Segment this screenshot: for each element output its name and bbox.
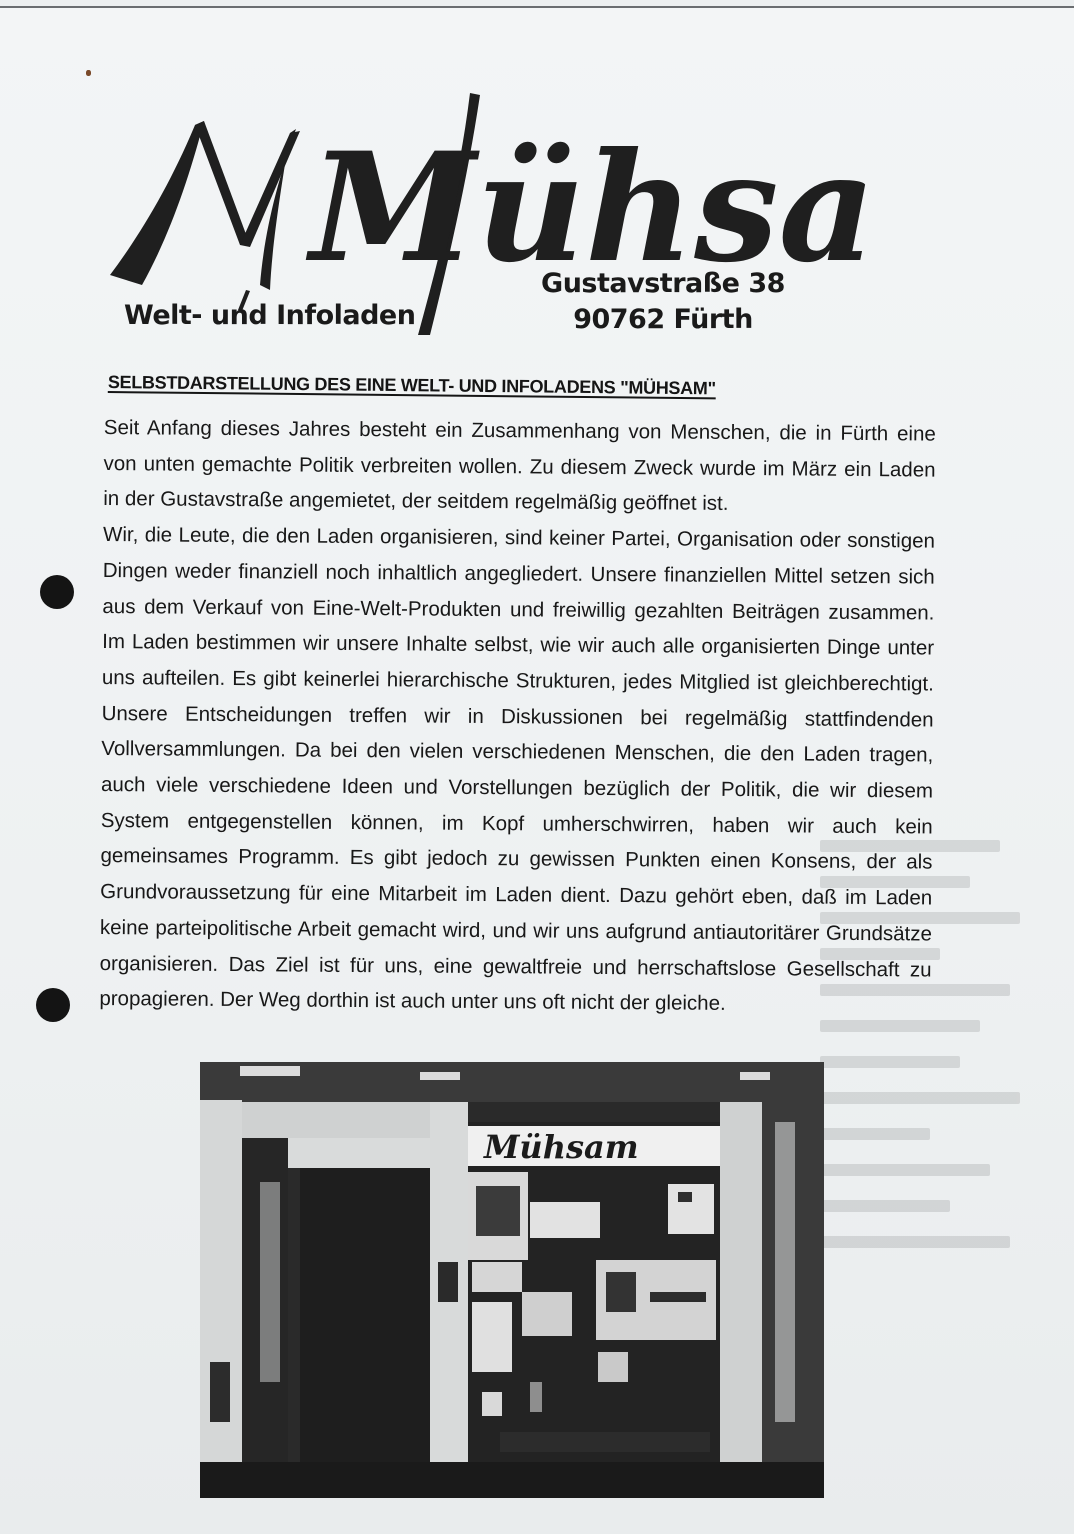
punch-hole-top [40,575,74,609]
paper-speck [86,70,91,76]
logo-subtitle: Welt- und Infoladen [124,300,416,331]
article-paragraph-1: Seit Anfang dieses Jahres besteht ein Zusammenhang von Menschen, die in Fürth eine von unten gemachte Politik verbreiten wollen. Zu diesem Zweck wurde im März ein Laden in der Gustavstraße angemietet, der seitdem regelmäßig geöffnet ist. [103,415,936,516]
article-heading: SELBSTDARSTELLUNG DES EINE WELT- UND INFOLADENS "MÜHSAM" [107,372,716,399]
address-street: Gustavstraße 38 [541,268,785,299]
shop-sign: Mühsam [484,1128,639,1166]
shop-address [538,266,788,338]
address-city: 90762 Fürth [573,304,753,335]
punch-hole-bottom [36,988,70,1022]
logo-title: Mühsa [310,120,870,296]
article-body [99,410,936,1023]
shopfront-photo [200,1062,824,1498]
article-paragraph-2: Wir, die Leute, die den Laden organisieren, sind keiner Partei, Organisation oder sonstigen Dingen weder finanziell noch inhaltlich angegliedert. Unsere finanziellen Mittel setzen sich aus dem Verkauf von Eine-Welt-Produkten und freiwillig gezahlten Beiträgen zusammen. Im Laden bestimmen wir unsere Inhalte selbst, wie wir auch alle organisierten Dinge unter uns aufteilen. Es gibt keinerlei hierarchische Strukturen, jedes Mitglied ist gleichberechtigt. Unsere Entscheidungen treffen wir in Diskussionen bei regelmäßig stattfindenden Vollversammlungen. Da bei den vielen verschiedenen Menschen, die den Laden tragen, auch viele verschiedene Ideen und Vorstellungen bezüglich der Politik, die wir diesem System entgegenstellen können, im Kopf umherschwirren, haben wir auch kein gemeinsames Programm. Es gibt jedoch zu gewissen Punkten einen Konsens, der als Grundvoraussetzung für eine Mitarbeit im Laden dient. Dazu gehört eben, daß im Laden keine parteipolitische Arbeit gemacht wird, und wir uns aufgrund antiautoritärer Grundsätze organisieren. Das Ziel ist für uns, eine gewaltfreie und herrschaftslose Gesellschaft zu propagieren. Der Weg dorthin ist auch unter uns oft nicht der gleiche. [99,523,936,1016]
